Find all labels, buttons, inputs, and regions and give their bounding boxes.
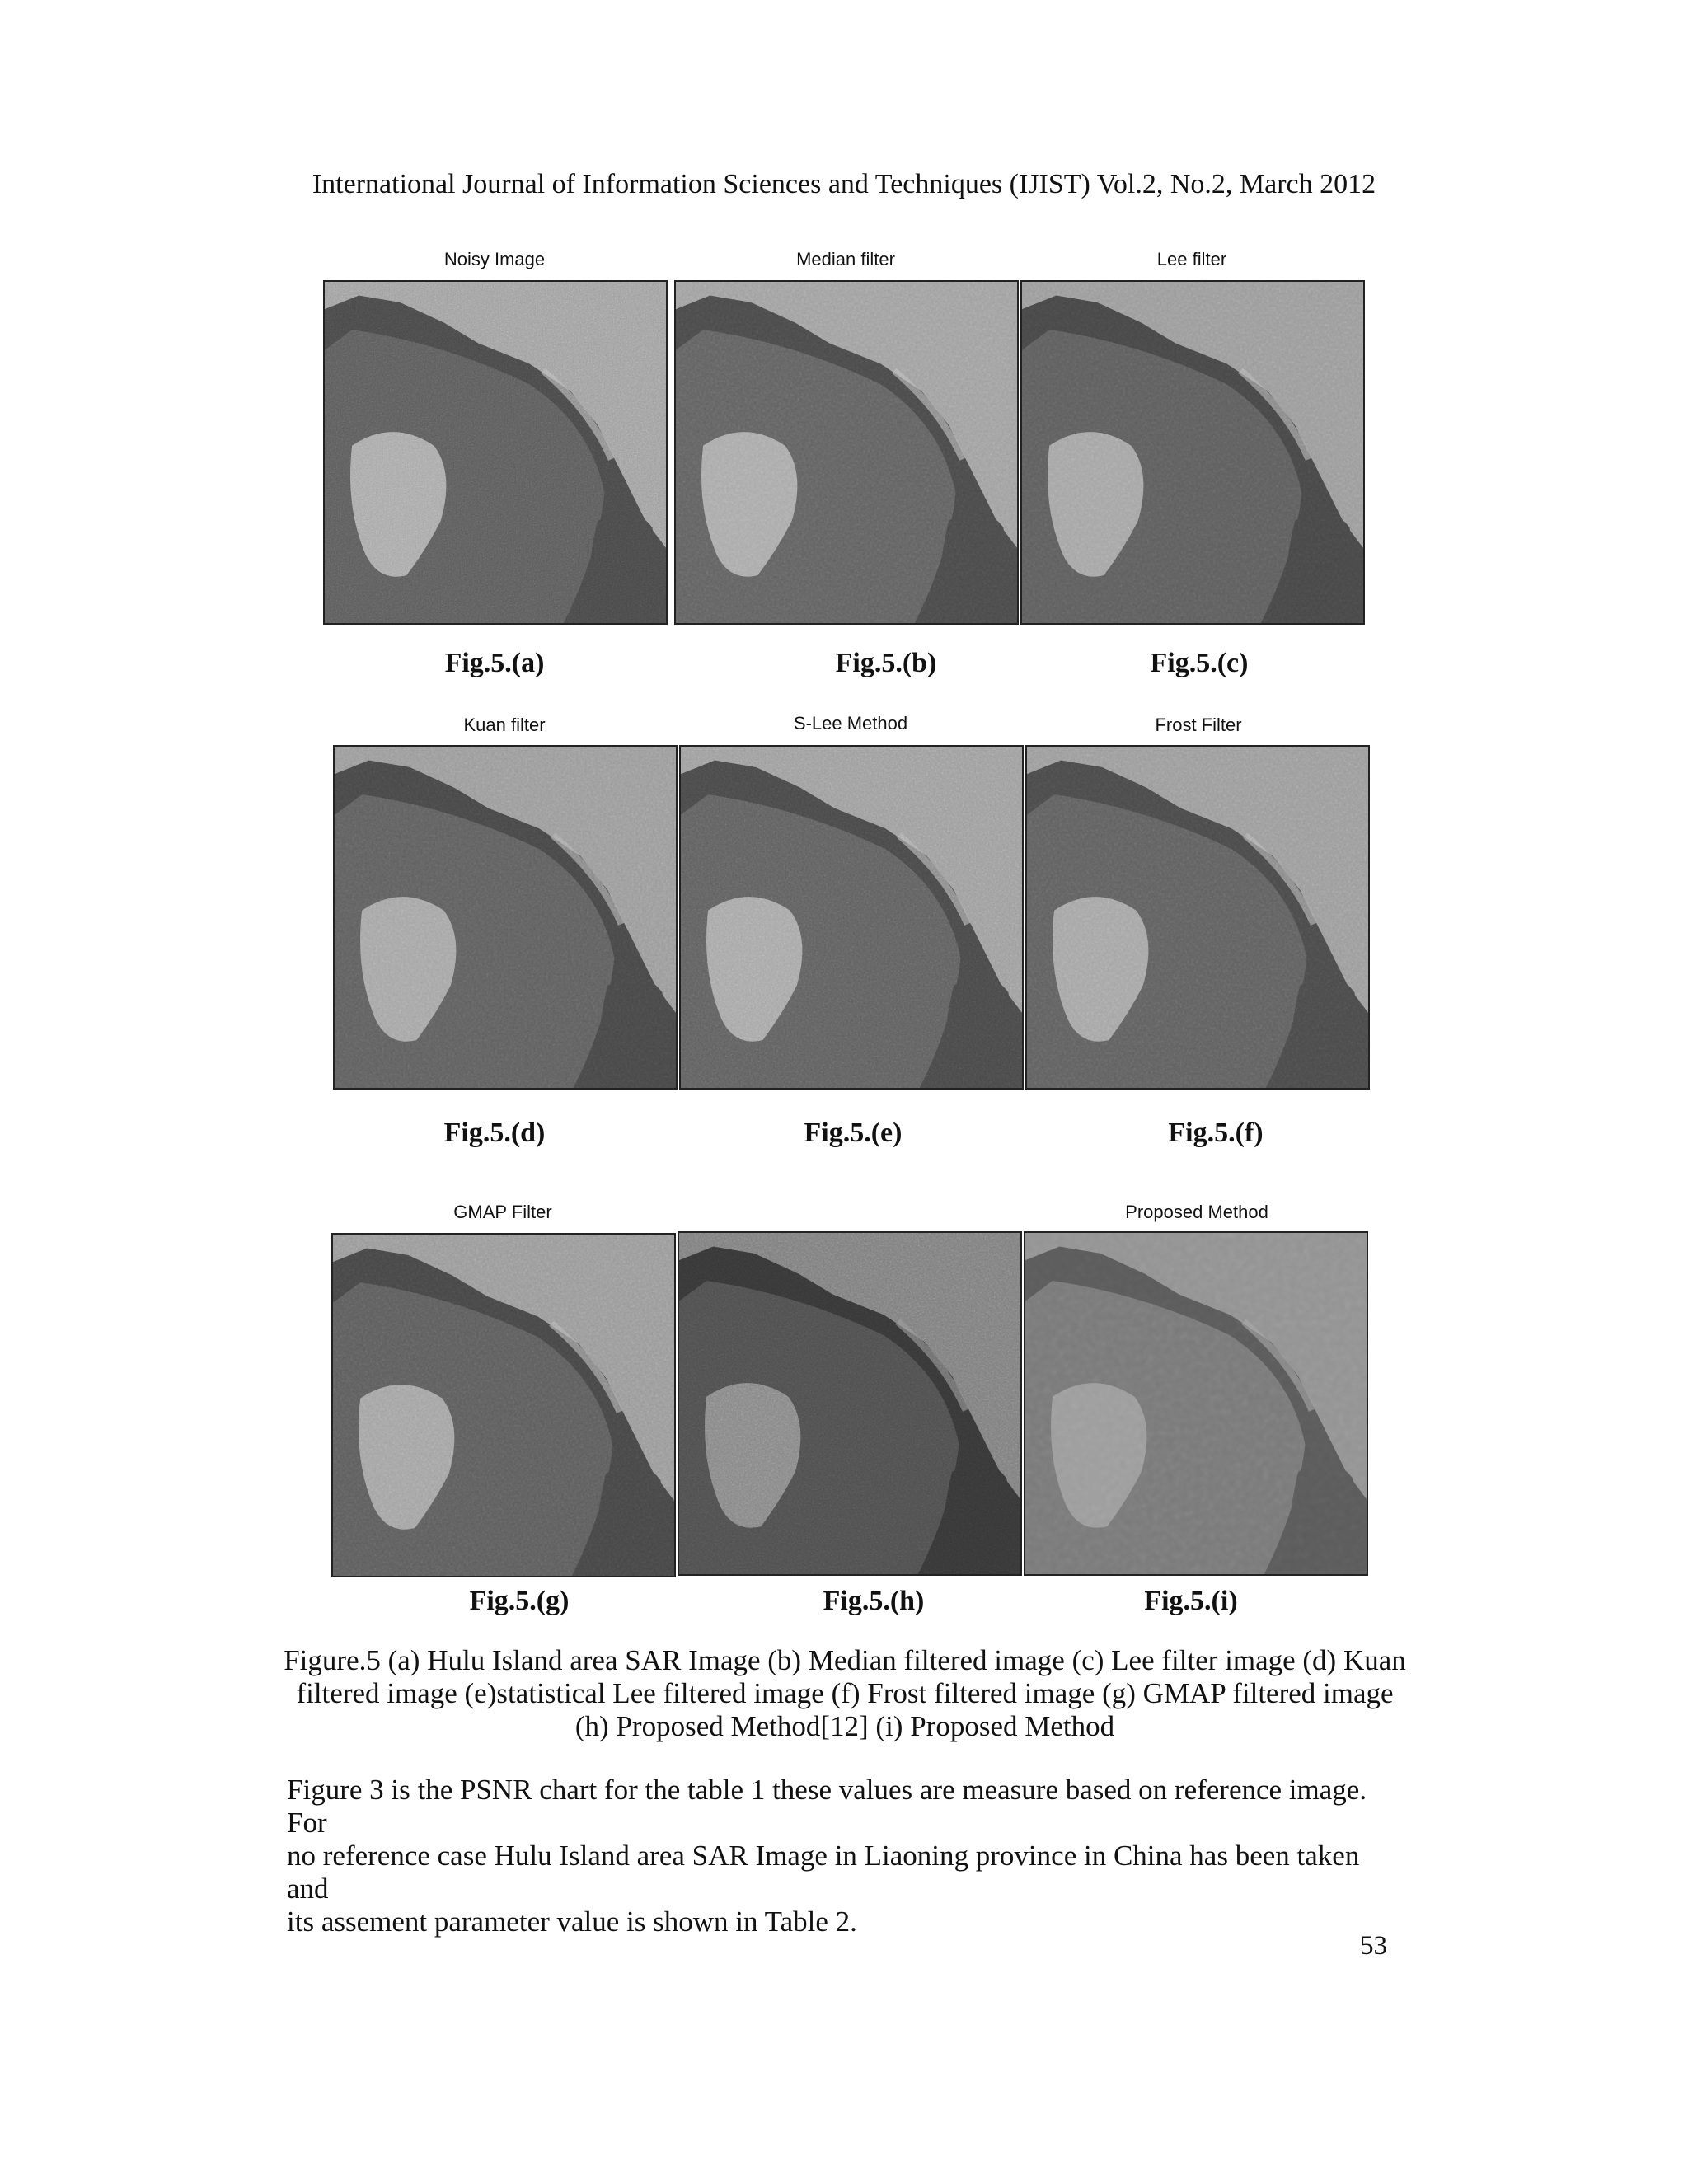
panel-title-d: Kuan filter <box>463 715 546 735</box>
figure-caption <box>280 1644 1409 1743</box>
panel-title-e: S-Lee Method <box>793 713 908 733</box>
sar-image-proposed <box>1024 1231 1368 1576</box>
page-number: 53 <box>1360 1931 1387 1961</box>
panel-title-c: Lee filter <box>1156 249 1227 269</box>
caption-line-1: Figure.5 (a) Hulu Island area SAR Image (b) Median filtered image (c) Lee filter image (d) Kuan <box>284 1644 1406 1676</box>
fig-label-b: Fig.5.(b) <box>835 648 937 678</box>
caption-line-3: (h) Proposed Method[12] (i) Proposed Method <box>574 1710 1115 1742</box>
caption-line-2: filtered image (e)statistical Lee filtered image (f) Frost filtered image (g) GMAP filtered image <box>296 1677 1394 1709</box>
sar-image-lee <box>1020 280 1365 625</box>
fig-label-g: Fig.5.(g) <box>469 1586 570 1616</box>
sar-image-slee <box>679 745 1024 1090</box>
fig-label-h: Fig.5.(h) <box>823 1586 925 1616</box>
body-line-2: no reference case Hulu Island area SAR Image in Liaoning province in China has been taken and <box>287 1840 1360 1905</box>
panel-title-b: Median filter <box>796 249 895 269</box>
sar-image-median <box>674 280 1019 625</box>
journal-header: International Journal of Information Sciences and Techniques (IJIST) Vol.2, No.2, March 2012 <box>312 169 1376 199</box>
body-line-1: Figure 3 is the PSNR chart for the table 1 these values are measure based on reference image. For <box>287 1774 1367 1839</box>
panel-title-g: GMAP Filter <box>453 1202 552 1222</box>
fig-label-d: Fig.5.(d) <box>443 1118 546 1148</box>
fig-label-e: Fig.5.(e) <box>804 1118 903 1148</box>
fig-label-c: Fig.5.(c) <box>1150 648 1249 678</box>
sar-image-kuan <box>333 745 678 1090</box>
panel-title-i: Proposed Method <box>1125 1202 1268 1222</box>
panel-title-a: Noisy Image <box>443 249 546 269</box>
fig-label-f: Fig.5.(f) <box>1168 1118 1264 1148</box>
sar-image-proposed-12 <box>678 1231 1022 1576</box>
body-paragraph <box>287 1774 1408 1938</box>
fig-label-i: Fig.5.(i) <box>1144 1586 1238 1616</box>
sar-image-frost <box>1025 745 1370 1090</box>
sar-image-gmap <box>331 1233 676 1577</box>
panel-title-f: Frost Filter <box>1155 715 1242 735</box>
sar-image-noisy <box>323 280 668 625</box>
fig-label-a: Fig.5.(a) <box>444 648 545 678</box>
body-line-3: its assement parameter value is shown in Table 2. <box>287 1905 857 1938</box>
